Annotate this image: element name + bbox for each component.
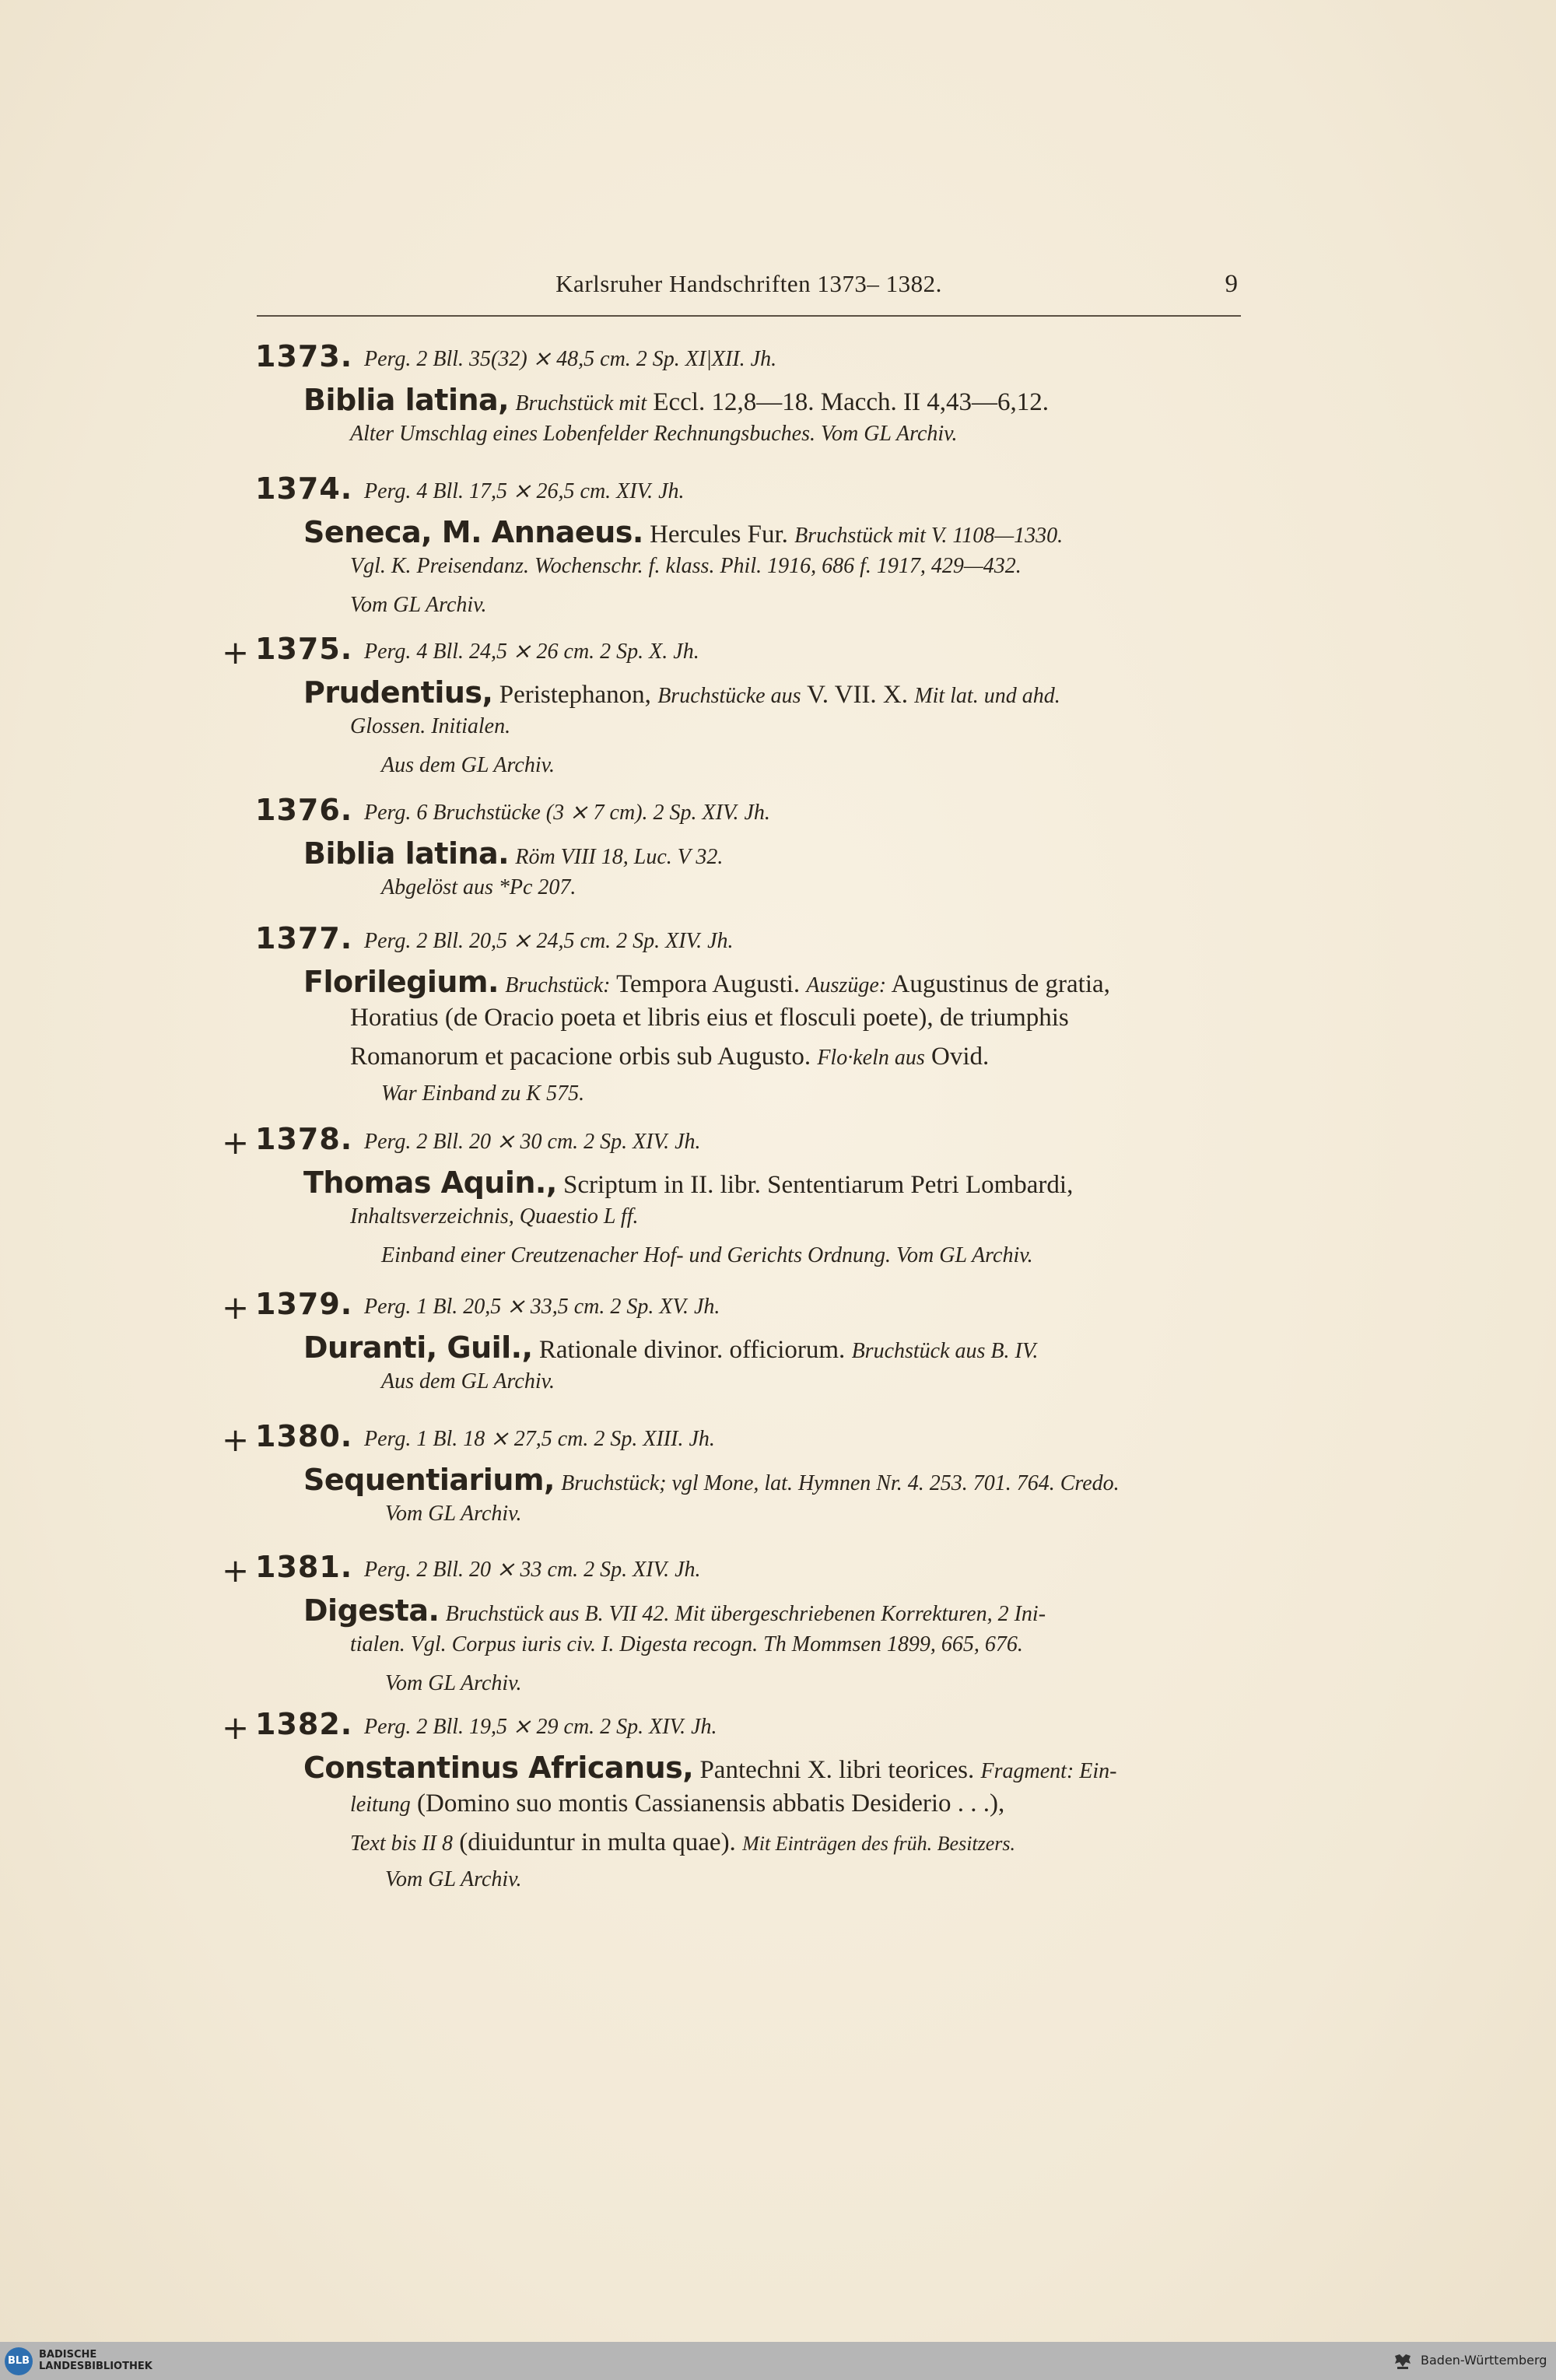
blb-logo[interactable]: BLB [5,2347,33,2375]
entry-provenance: War Einband zu K 575. [381,1081,585,1106]
library-name: BADISCHE LANDESBIBLIOTHEK [39,2349,152,2372]
viewer-footer-bar [0,2342,1556,2380]
entry-number: 1376. [255,793,353,827]
entry-title-line: Biblia latina. Röm VIII 18, Luc. V 32. [303,836,724,871]
entry-title: Biblia latina, [303,383,510,417]
entry-provenance: Alter Umschlag eines Lobenfelder Rechnungsbuches. Vom GL Archiv. [350,422,958,446]
entry-number: 1382. [255,1707,353,1741]
entry-physical-description: Perg. 1 Bl. 20,5 ⨯ 33,5 cm. 2 Sp. XV. Jh. [364,1295,720,1319]
entry-literature: tialen. Vgl. Corpus iuris civ. I. Digesta recogn. Th Mommsen 1899, 665, 676. [350,1632,1023,1656]
entry-provenance: Einband einer Creutzenacher Hof- und Gerichts Ordnung. Vom GL Archiv. [381,1243,1033,1267]
entry-literature: Vgl. K. Preisendanz. Wochenschr. f. klass. Phil. 1916, 686 f. 1917, 429—432. [350,554,1022,578]
entry-contents-continued: Text bis II 8 (diuiduntur in multa quae). Mit Einträgen des früh. Besitzers. [350,1828,1016,1856]
entry-number: 1377. [255,921,353,955]
entry-title-line: Florilegium. Bruchstück: Tempora Augusti. Auszüge: Augustinus de gratia, [303,965,1110,999]
page-number: 9 [1225,270,1238,298]
entry-title: Digesta. [303,1593,440,1628]
entry-title: Prudentius, [303,675,493,710]
entry-title-line: Biblia latina, Bruchstück mit Eccl. 12,8—18. Macch. II 4,43—6,12. [303,383,1049,417]
page-header [257,268,1241,317]
plus-mark: + [222,1551,250,1590]
entry-physical-description: Perg. 2 Bll. 20,5 ⨯ 24,5 cm. 2 Sp. XIV. Jh. [364,929,734,953]
entry-physical-description: Perg. 6 Bruchstücke (3 ⨯ 7 cm). 2 Sp. XIV. Jh. [364,801,770,825]
entry-contents: Horatius (de Oracio poeta et libris eius et flosculi poete), de triumphis [350,1004,1069,1032]
entry-title: Sequentiarium, [303,1463,555,1497]
plus-mark: + [222,633,250,671]
entry-title-line: Seneca, M. Annaeus. Hercules Fur. Bruchstück mit V. 1108—1330. [303,515,1064,549]
entry-number: 1379. [255,1287,353,1321]
entry-title-line: Duranti, Guil., Rationale divinor. officiorum. Bruchstück aus B. IV. [303,1330,1039,1365]
entry-title: Biblia latina. [303,836,510,871]
state-name[interactable]: Baden-Württemberg [1421,2353,1547,2368]
entry-physical-description: Perg. 2 Bll. 19,5 ⨯ 29 cm. 2 Sp. XIV. Jh. [364,1715,717,1739]
entry-title: Duranti, Guil., [303,1330,533,1365]
plus-mark: + [222,1421,250,1459]
entry-provenance: Vom GL Archiv. [385,1502,522,1526]
running-title: Karlsruher Handschriften 1373– 1382. [555,270,942,297]
entry-provenance: Aus dem GL Archiv. [381,1369,555,1393]
entry-provenance: Vom GL Archiv. [385,1671,522,1695]
entry-title-line: Constantinus Africanus, Pantechni X. libri teorices. Fragment: Ein- [303,1751,1117,1785]
entry-contents: leitung (Domino suo montis Cassianensis abbatis Desiderio . . .), [350,1789,1005,1817]
entry-physical-description: Perg. 2 Bll. 35(32) ⨯ 48,5 cm. 2 Sp. XI|XII. Jh. [364,347,777,371]
entry-title-line: Prudentius, Peristephanon, Bruchstücke aus V. VII. X. Mit lat. und ahd. [303,675,1060,710]
entry-title: Constantinus Africanus, [303,1751,694,1785]
entry-title-line: Thomas Aquin., Scriptum in II. libr. Sententiarum Petri Lombardi, [303,1165,1074,1200]
entry-number: 1375. [255,632,353,666]
entry-title-line: Sequentiarium, Bruchstück; vgl Mone, lat. Hymnen Nr. 4. 253. 701. 764. Credo. [303,1463,1120,1497]
entry-physical-description: Perg. 4 Bll. 17,5 ⨯ 26,5 cm. XIV. Jh. [364,479,685,503]
entry-notes: Glossen. Initialen. [350,714,511,738]
entry-physical-description: Perg. 4 Bll. 24,5 ⨯ 26 cm. 2 Sp. X. Jh. [364,640,699,664]
entry-provenance: Abgelöst aus *Pc 207. [381,875,576,899]
entry-number: 1381. [255,1550,353,1584]
baden-wuerttemberg-crest-icon [1393,2351,1413,2371]
entry-number: 1374. [255,471,353,506]
entry-number: 1373. [255,339,353,373]
entry-physical-description: Perg. 1 Bl. 18 ⨯ 27,5 cm. 2 Sp. XIII. Jh. [364,1427,715,1451]
entry-provenance: Vom GL Archiv. [385,1867,522,1891]
entry-provenance: Aus dem GL Archiv. [381,753,555,777]
entry-contents: Inhaltsverzeichnis, Quaestio L ff. [350,1204,639,1229]
plus-mark: + [222,1123,250,1162]
plus-mark: + [222,1709,250,1747]
entry-title: Florilegium. [303,965,499,999]
entry-number: 1380. [255,1419,353,1453]
entry-physical-description: Perg. 2 Bll. 20 ⨯ 30 cm. 2 Sp. XIV. Jh. [364,1130,701,1154]
entry-contents-continued: Romanorum et pacacione orbis sub Augusto. Flo·keln aus Ovid. [350,1043,990,1071]
entry-title: Thomas Aquin., [303,1165,557,1200]
entry-title: Seneca, M. Annaeus. [303,515,643,549]
entry-physical-description: Perg. 2 Bll. 20 ⨯ 33 cm. 2 Sp. XIV. Jh. [364,1558,701,1582]
entry-number: 1378. [255,1122,353,1156]
plus-mark: + [222,1288,250,1327]
entry-title-line: Digesta. Bruchstück aus B. VII 42. Mit übergeschriebenen Korrekturen, 2 Ini- [303,1593,1046,1628]
entry-provenance: Vom GL Archiv. [350,593,487,617]
